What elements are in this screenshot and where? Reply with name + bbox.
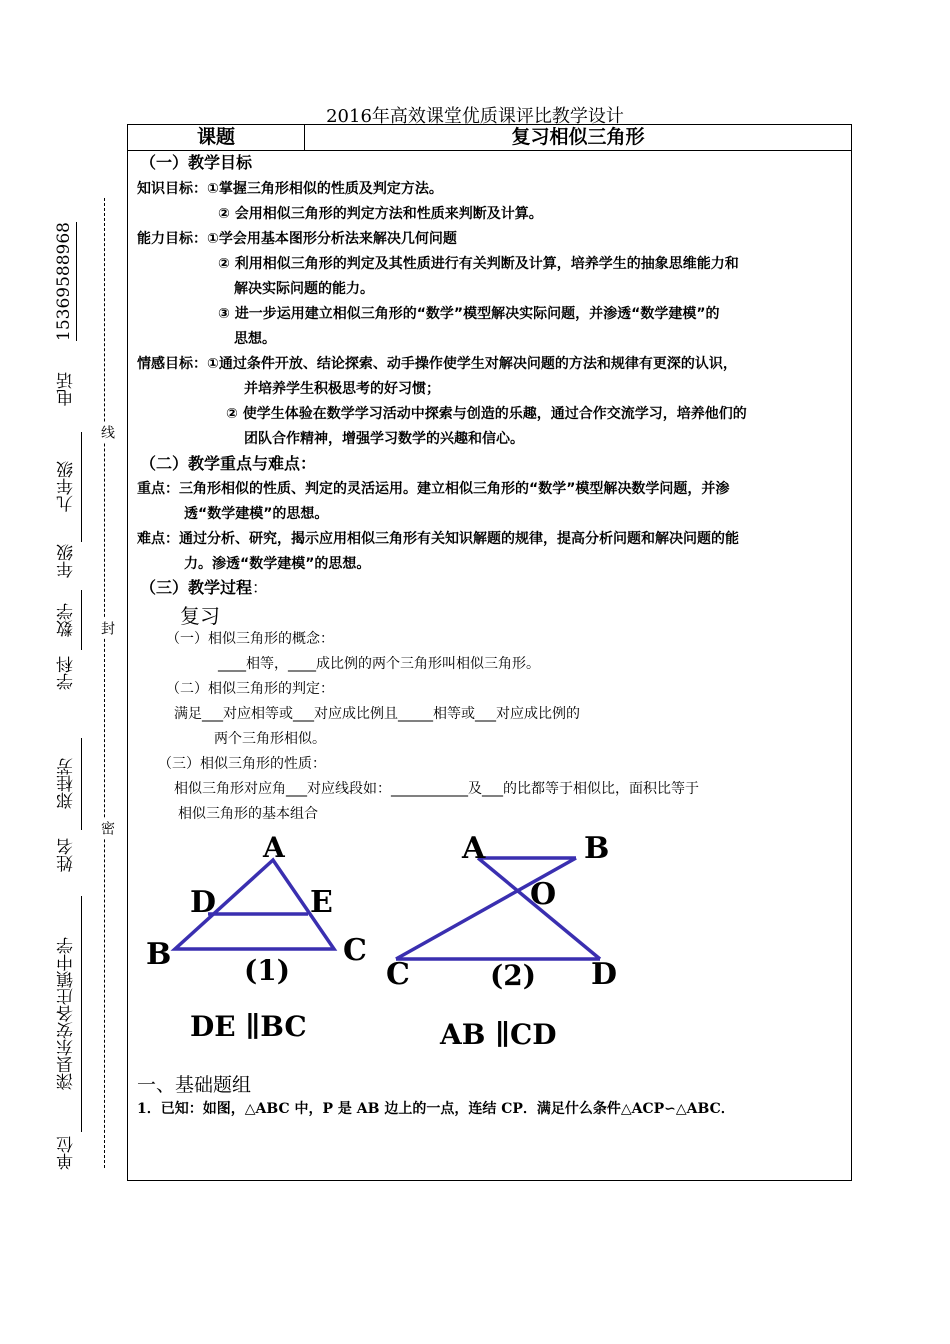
emotion-line-2: 并培养学生积极思考的好习惯； <box>244 381 440 397</box>
section2-heading: （二）教学重点与难点： <box>140 454 317 473</box>
key-point-line-1: 重点：三角形相似的性质、判定的灵活运用。建立相似三角形的“数学”模型解决数学问题，并渗 <box>137 481 730 497</box>
property-fill: 相似三角形对应角___对应线段如：___________及___的比都等于相似比，面积比等于 <box>174 781 699 797</box>
similar-triangles-figures <box>128 822 848 1062</box>
phone-value: 15369588968 <box>54 222 77 341</box>
subject-label: 学科 <box>57 656 77 690</box>
fig1-label-c: C <box>343 933 367 968</box>
knowledge-line-1: 知识目标：①掌握三角形相似的性质及判定方法。 <box>137 181 443 197</box>
binding-mark-mi: 密 <box>97 818 117 838</box>
exercise-q1: 1．已知：如图，△ABC 中，P 是 AB 边上的一点，连结 CP．满足什么条件△ACP∽△ABC． <box>137 1101 735 1117</box>
ability-line-5: 思想。 <box>234 331 276 347</box>
binding-mark-xian: 线 <box>97 422 117 442</box>
fig1-caption: (1) <box>244 954 290 987</box>
key-point-line-2: 透“数学建模”的思想。 <box>184 506 329 522</box>
fig2-label-c: C <box>386 957 410 992</box>
topic-label: 课题 <box>128 125 305 150</box>
unit-label: 单位 <box>57 1136 77 1170</box>
topic-value: 复习相似三角形 <box>511 126 645 148</box>
judgement-fill-2: 两个三角形相似。 <box>214 731 326 747</box>
unit-value: 滦县东安各庄镇中学 <box>54 896 82 1132</box>
difficult-point-line-1: 难点：通过分析、研究，揭示应用相似三角形有关知识解题的规律，提高分析问题和解决问题的能 <box>137 531 739 547</box>
ability-line-4: ③ 进一步运用建立相似三角形的“数学”模型解决实际问题，并渗透“数学建模”的 <box>218 306 720 322</box>
difficult-point-line-2: 力。渗透“数学建模”的思想。 <box>184 556 371 572</box>
grade-value: 九年级 <box>54 432 82 542</box>
emotion-line-4: 团队合作精神，增强学习数学的兴趣和信心。 <box>244 431 524 447</box>
header-row <box>128 125 851 151</box>
ability-line-2: ② 利用相似三角形的判定及其性质进行有关判断及计算，培养学生的抽象思维能力和 <box>218 256 739 272</box>
property-heading: （三）相似三角形的性质： <box>158 756 326 772</box>
fig1-label-b: B <box>146 937 172 972</box>
name-value: 郑桂芳 <box>54 738 82 830</box>
concept-heading: （一）相似三角形的概念： <box>166 631 334 647</box>
binding-dashed-line <box>104 198 105 1168</box>
grade-label: 年级 <box>57 544 77 578</box>
fig2-caption: (2) <box>490 959 536 992</box>
figure-2-triangles <box>396 858 600 959</box>
binding-mark-feng: 封 <box>97 618 117 638</box>
knowledge-line-2: ② 会用相似三角形的判定方法和性质来判断及计算。 <box>218 206 543 222</box>
fig1-label-e: E <box>310 885 333 920</box>
section1-heading: （一）教学目标 <box>140 153 253 172</box>
document-title: 2016年高效课堂优质课评比教学设计 <box>326 106 624 127</box>
ability-line-3: 解决实际问题的能力。 <box>234 281 374 297</box>
name-label: 姓名 <box>57 838 77 872</box>
subject-value: 数学 <box>54 590 82 650</box>
fig1-relation: DE ∥BC <box>190 1010 307 1043</box>
emotion-line-1: 情感目标：①通过条件开放、结论探索、动手操作使学生对解决问题的方法和规律有更深的认识， <box>137 356 737 372</box>
fig1-label-a: A <box>263 831 285 864</box>
fig2-relation: AB ∥CD <box>440 1018 557 1051</box>
review-heading: 复习 <box>180 604 220 628</box>
basic-combination-heading: 相似三角形的基本组合 <box>178 806 318 822</box>
fig1-label-d: D <box>190 885 217 920</box>
fig2-label-d: D <box>591 957 618 992</box>
emotion-line-3: ② 使学生体验在数学学习活动中探索与创造的乐趣，通过合作交流学习，培养他们的 <box>226 406 747 422</box>
phone-label: 电话 <box>57 372 77 406</box>
ability-line-1: 能力目标：①学会用基本图形分析法来解决几何问题 <box>137 231 457 247</box>
fig2-label-b: B <box>584 831 610 866</box>
fig2-label-a: A <box>462 831 486 866</box>
exercises-heading: 一、基础题组 <box>137 1074 252 1096</box>
judgement-heading: （二）相似三角形的判定： <box>166 681 334 697</box>
section3-heading: （三）教学过程： <box>140 578 269 597</box>
concept-fill: ____相等，____成比例的两个三角形叫相似三角形。 <box>218 656 540 672</box>
judgement-fill-1: 满足___对应相等或___对应成比例且_____相等或___对应成比例的 <box>174 706 580 722</box>
fig2-label-o: O <box>530 877 557 912</box>
